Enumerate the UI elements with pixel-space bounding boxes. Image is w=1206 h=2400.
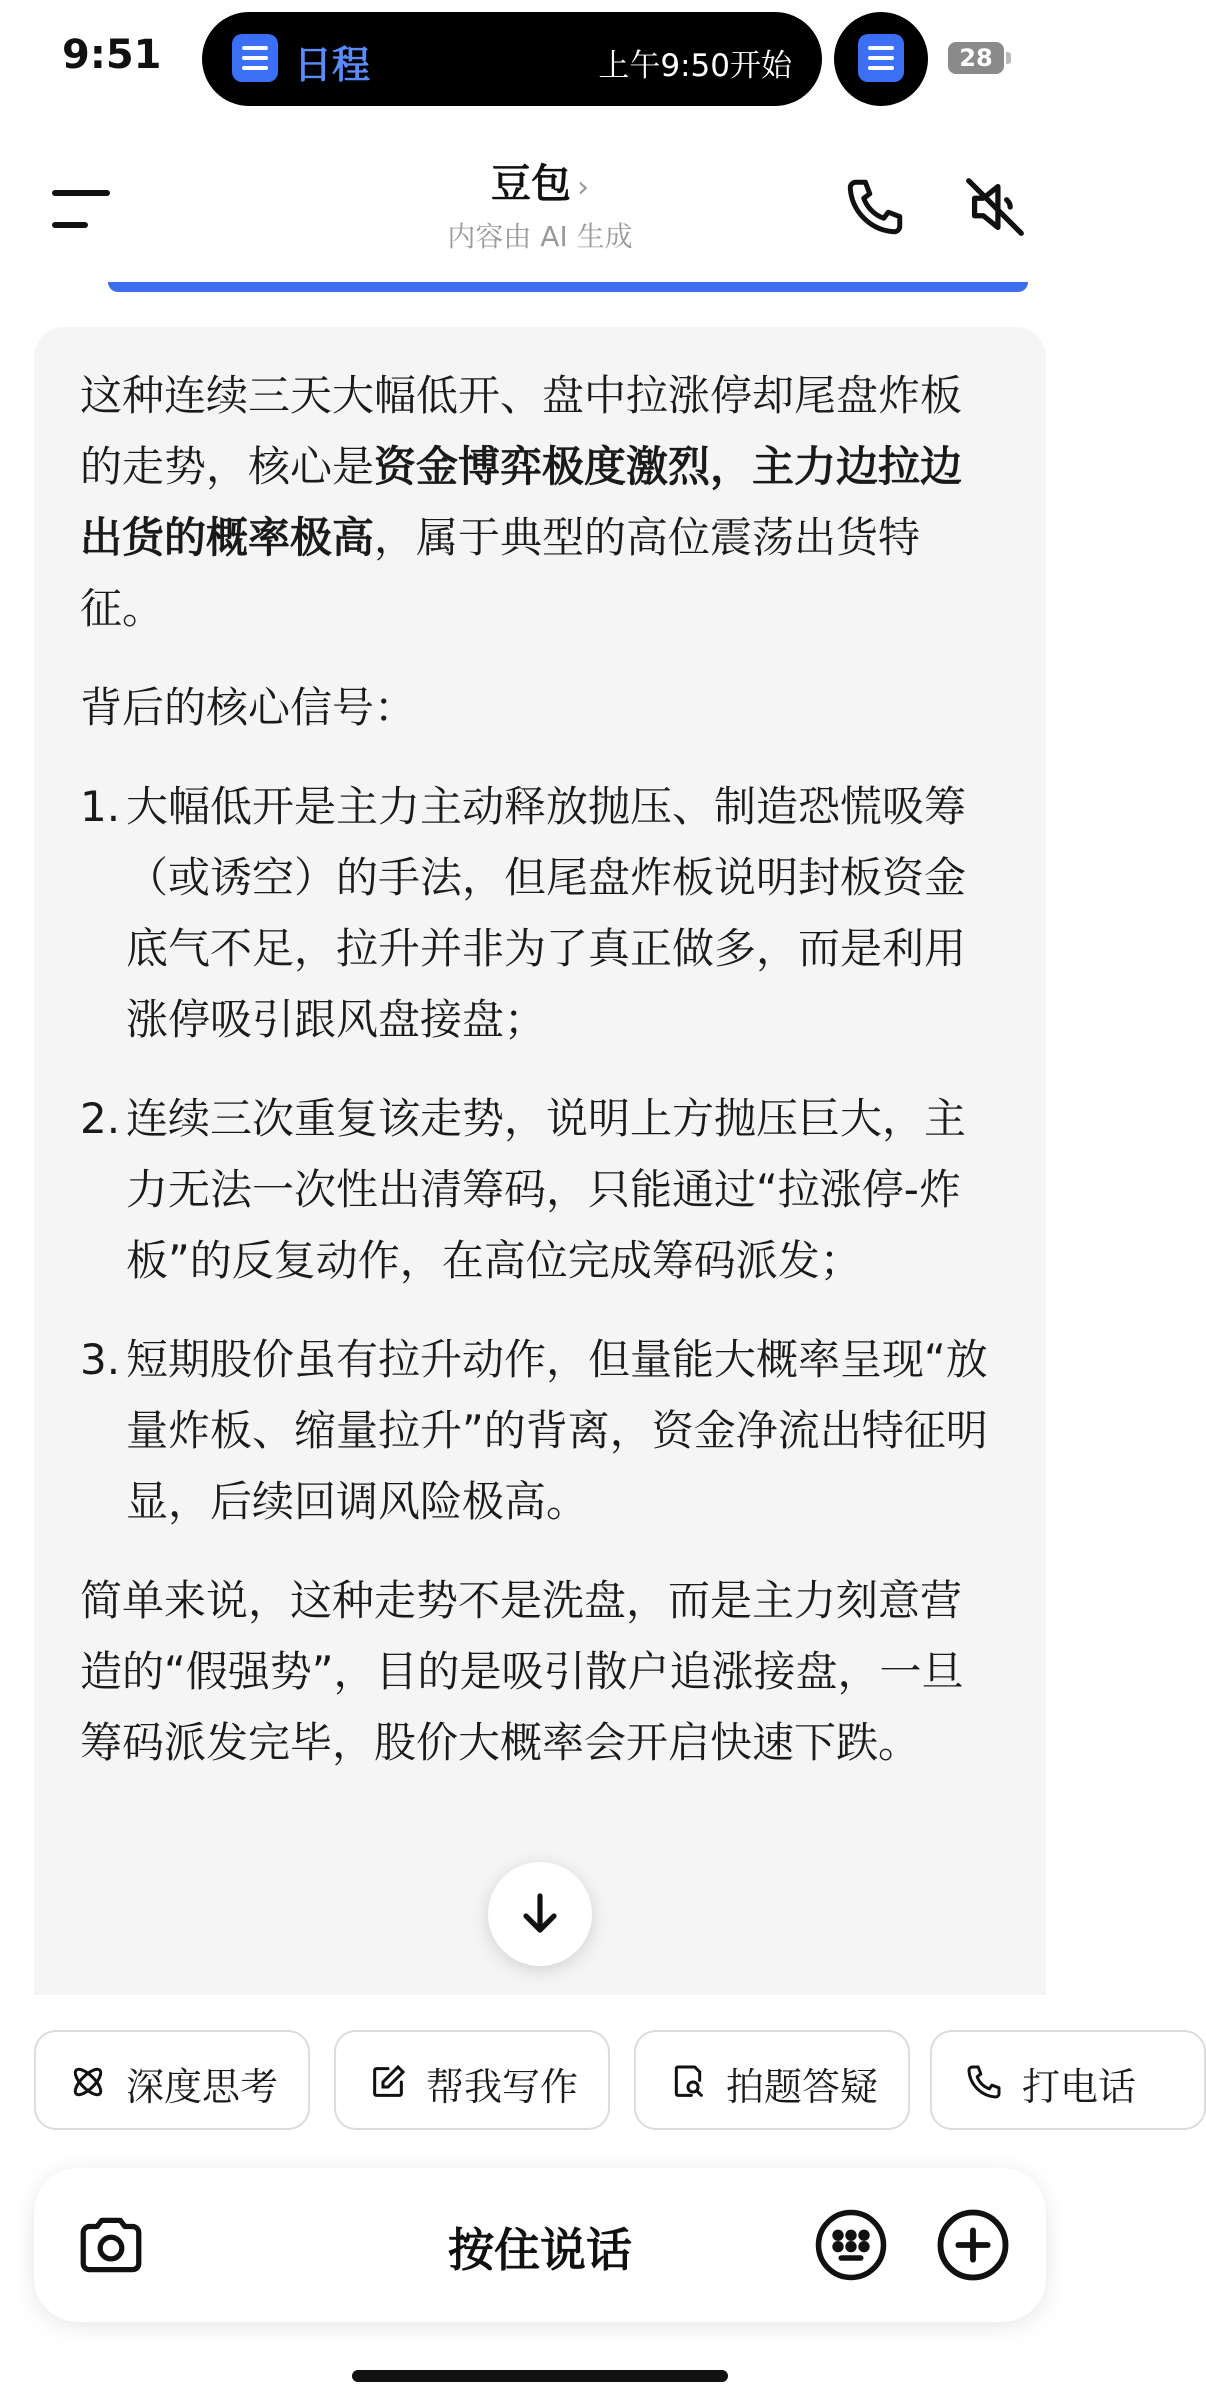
- phone-icon: [964, 2062, 1004, 2102]
- message-paragraph: 这种连续三天大幅低开、盘中拉涨停却尾盘炸板的走势，核心是资金博弈极度激烈，主力边拉边出货的概率极高，属于典型的高位震荡出货特征。: [80, 371, 963, 633]
- island-app-name: 日程: [294, 43, 371, 87]
- input-bar: [34, 2168, 1046, 2322]
- list-item: 1. 大幅低开是主力主动释放抛压、制造恐慌吸筹（或诱空）的手法，但尾盘炸板说明封板资金底气不足，拉升并非为了真正做多，而是利用涨停吸引跟风盘接盘；: [80, 782, 967, 1044]
- chat-header: [0, 140, 1080, 270]
- scroll-to-bottom-button[interactable]: [488, 1862, 592, 1966]
- chip-deep-thinking[interactable]: 深度思考: [34, 2030, 310, 2130]
- hold-to-talk-button[interactable]: 按住说话: [448, 2223, 632, 2277]
- chat-title-area[interactable]: [340, 152, 740, 255]
- chat-title: 豆包: [491, 161, 571, 207]
- ai-message-content: [80, 360, 998, 1806]
- atom-icon: [68, 2062, 108, 2102]
- edit-icon: [368, 2062, 408, 2102]
- speaker-mute-icon[interactable]: [960, 172, 1030, 242]
- chevron-right-icon: ›: [577, 170, 589, 205]
- suggestion-chips: [0, 2030, 1137, 2134]
- message-list: [80, 771, 998, 1537]
- home-indicator[interactable]: [352, 2370, 728, 2382]
- calendar-icon: [232, 34, 278, 82]
- chip-help-write[interactable]: 帮我写作: [334, 2030, 610, 2130]
- arrow-down-icon: [520, 1892, 560, 1936]
- list-item: 3. 短期股价虽有拉升动作，但量能大概率呈现“放量炸板、缩量拉升”的背离，资金净流出特征明显，后续回调风险极高。: [80, 1335, 988, 1526]
- message-bold-text: 资金博弈极度激烈，主力边拉边出货的概率极高: [80, 442, 963, 562]
- status-time: 9:51: [62, 32, 162, 78]
- message-paragraph: 简单来说，这种走势不是洗盘，而是主力刻意营造的“假强势”，目的是吸引散户追涨接盘，一旦筹码派发完毕，股价大概率会开启快速下跌。: [80, 1576, 964, 1767]
- status-bar: [0, 0, 1080, 118]
- message-paragraph: 背后的核心信号：: [80, 683, 417, 732]
- phone-icon[interactable]: [842, 174, 908, 240]
- chip-phone-call[interactable]: 打电话: [930, 2030, 1206, 2130]
- plus-icon[interactable]: [934, 2206, 1012, 2284]
- calendar-icon: [858, 34, 904, 82]
- previous-message-edge: [108, 282, 1028, 292]
- search-doc-icon: [668, 2062, 708, 2102]
- emoji-keyboard-icon[interactable]: [812, 2206, 890, 2284]
- dynamic-island-secondary[interactable]: [834, 12, 928, 106]
- list-item: 2. 连续三次重复该走势，说明上方抛压巨大，主力无法一次性出清筹码，只能通过“拉涨停-炸板”的反复动作，在高位完成筹码派发；: [80, 1094, 967, 1285]
- menu-icon[interactable]: [52, 190, 110, 230]
- chip-photo-answer[interactable]: 拍题答疑: [634, 2030, 910, 2130]
- dynamic-island-schedule[interactable]: [202, 12, 822, 106]
- battery-indicator: 28: [948, 42, 1004, 74]
- island-status-text: 上午9:50开始: [598, 48, 792, 84]
- ai-disclaimer: 内容由 AI 生成: [447, 220, 633, 253]
